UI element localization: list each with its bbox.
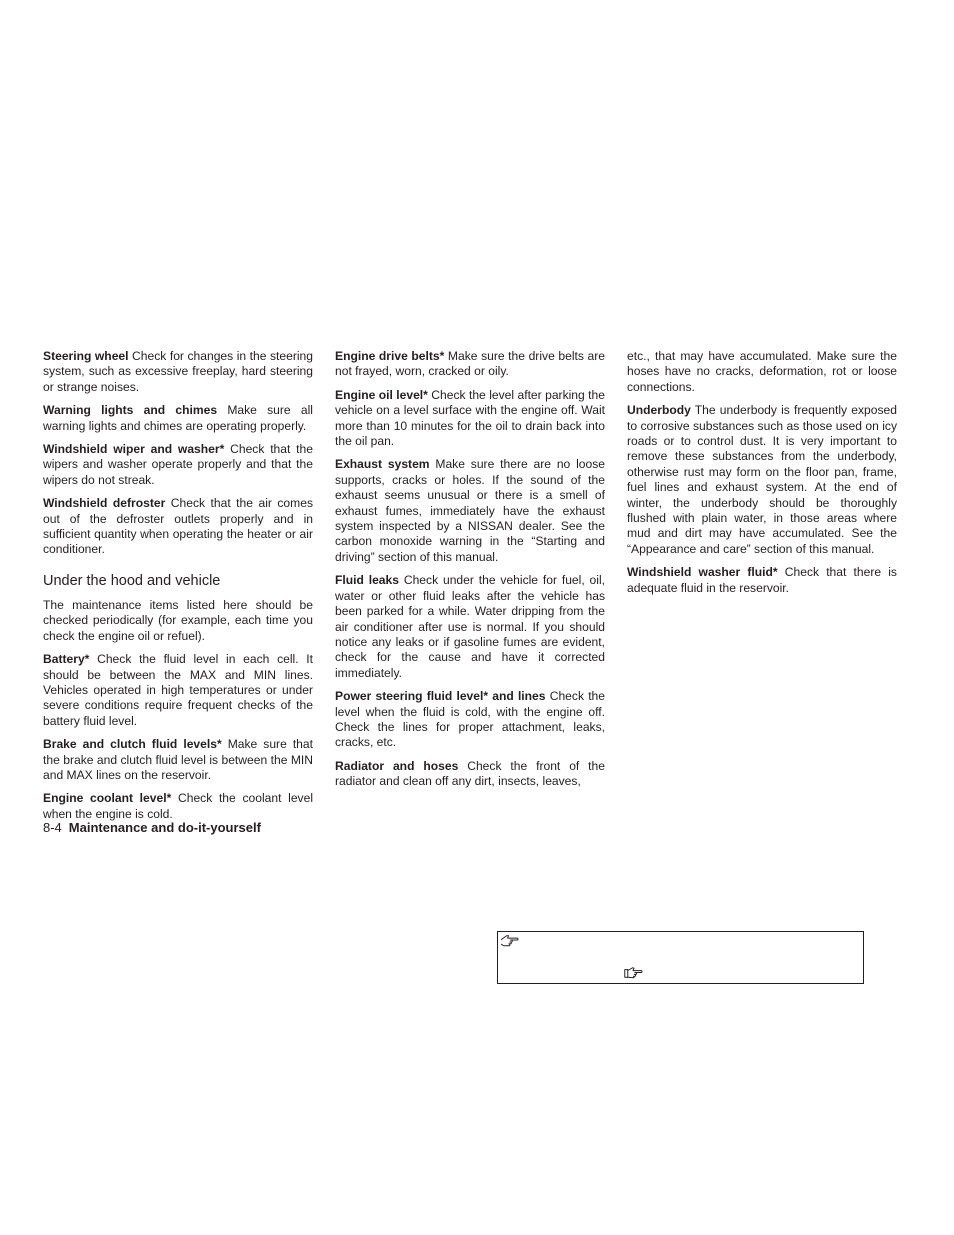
maintenance-item	[335, 759, 605, 790]
maintenance-item	[627, 349, 897, 395]
item-description: Check the coolant level when the engine is cold.	[43, 791, 314, 821]
maintenance-item	[335, 689, 605, 751]
item-term: Exhaust system	[335, 457, 430, 472]
item-description: Check the fluid level in each cell. It should be between the MAX and MIN lines. Vehicles operated in high temperatures or under severe conditions require frequent checks of the battery fluid level.	[43, 652, 313, 728]
item-term: Engine oil level*	[335, 387, 428, 402]
maintenance-item	[43, 442, 313, 488]
item-description: Check that the air comes out of the defroster outlets properly and in sufficient quantity when operating the heater or air conditioner.	[43, 496, 314, 557]
item-term: Brake and clutch fluid levels*	[43, 737, 222, 752]
section-title: Maintenance and do-it-yourself	[68, 820, 261, 835]
maintenance-item	[43, 349, 313, 395]
maintenance-item	[335, 388, 605, 450]
item-description: Check that the wipers and washer operate properly and that the wipers do not streak.	[43, 442, 313, 487]
reference-box	[497, 931, 864, 984]
item-term: Battery*	[43, 652, 90, 667]
item-description: Check for changes in the steering system, such as excessive freeplay, hard steering or strange noises.	[43, 349, 313, 394]
item-term: Fluid leaks	[335, 573, 399, 588]
text-column-2	[335, 349, 605, 798]
item-description: Make sure that the brake and clutch fluid level is between the MIN and MAX lines on the reservoir.	[43, 737, 313, 782]
item-description: Check that there is adequate fluid in the reservoir.	[627, 565, 897, 595]
page-footer	[43, 820, 261, 836]
item-term: Windshield wiper and washer*	[43, 442, 225, 457]
item-description: Check the front of the radiator and clean off any dirt, insects, leaves,	[335, 758, 605, 789]
item-description: Make sure there are no loose supports, cracks or holes. If the sound of the exhaust seems unusual or there is a smell of exhaust fumes, immediately have the exhaust system inspected by a NISSAN dealer. See the carbon monoxide warning in the “Starting and driving” section of this manual.	[335, 457, 606, 564]
maintenance-item	[43, 598, 313, 644]
item-term: Windshield defroster	[43, 496, 166, 511]
maintenance-item	[335, 457, 605, 565]
item-term: Engine coolant level*	[43, 791, 172, 806]
item-description: Check the level after parking the vehicle on a level surface with the engine off. Wait more than 10 minutes for the oil to drain back into the oil pan.	[335, 387, 605, 449]
maintenance-item	[335, 349, 605, 380]
text-column-1	[43, 349, 313, 830]
maintenance-item	[627, 565, 897, 596]
item-term: Windshield washer fluid*	[627, 565, 778, 580]
maintenance-item	[335, 573, 605, 681]
item-description: The underbody is frequently exposed to corrosive substances such as those used on icy roads or to control dust. It is very important to remove these substances from the underbody, otherwise rust may form on the floor pan, frame, fuel lines and exhaust system. At the end of winter, the underbody should be thoroughly flushed with plain water, in those areas where mud and dirt may have accumulated. See the “Appearance and care” section of this manual.	[627, 403, 897, 556]
text-column-3	[627, 349, 897, 604]
item-term: Warning lights and chimes	[43, 403, 218, 418]
section-heading: Under the hood and vehicle	[43, 572, 221, 589]
maintenance-item	[43, 791, 313, 822]
item-description: Make sure all warning lights and chimes are operating properly.	[43, 403, 313, 433]
maintenance-item	[43, 737, 313, 783]
maintenance-item	[43, 652, 313, 729]
item-term: Engine drive belts*	[335, 349, 445, 363]
maintenance-item	[43, 403, 313, 434]
maintenance-item	[43, 496, 313, 558]
item-term: Power steering fluid level* and lines	[335, 689, 546, 704]
item-description: Check under the vehicle for fuel, oil, water or other fluid leaks after the vehicle has been parked for a while. Water dripping from the air conditioner after use is normal. If you should notice any leaks or if gasoline fumes are evident, check for the cause and have it corrected immediately.	[335, 573, 605, 680]
item-description: Check the level when the fluid is cold, with the engine off. Check the lines for proper attachment, leaks, cracks, etc.	[335, 689, 606, 750]
pointing-hand-icon	[624, 966, 643, 979]
item-term: Steering wheel	[43, 349, 129, 363]
item-term: Radiator and hoses	[335, 758, 459, 773]
pointing-hand-icon	[500, 934, 519, 947]
maintenance-item	[627, 403, 897, 557]
item-term: Underbody	[627, 403, 691, 418]
item-description: etc., that may have accumulated. Make sure the hoses have no cracks, deformation, rot or loose connections.	[627, 349, 897, 394]
item-description: Make sure the drive belts are not frayed, worn, cracked or oily.	[335, 349, 605, 379]
item-description: The maintenance items listed here should be checked periodically (for example, each time you check the engine oil or refuel).	[43, 597, 313, 643]
page-number: 8-4	[43, 820, 62, 835]
